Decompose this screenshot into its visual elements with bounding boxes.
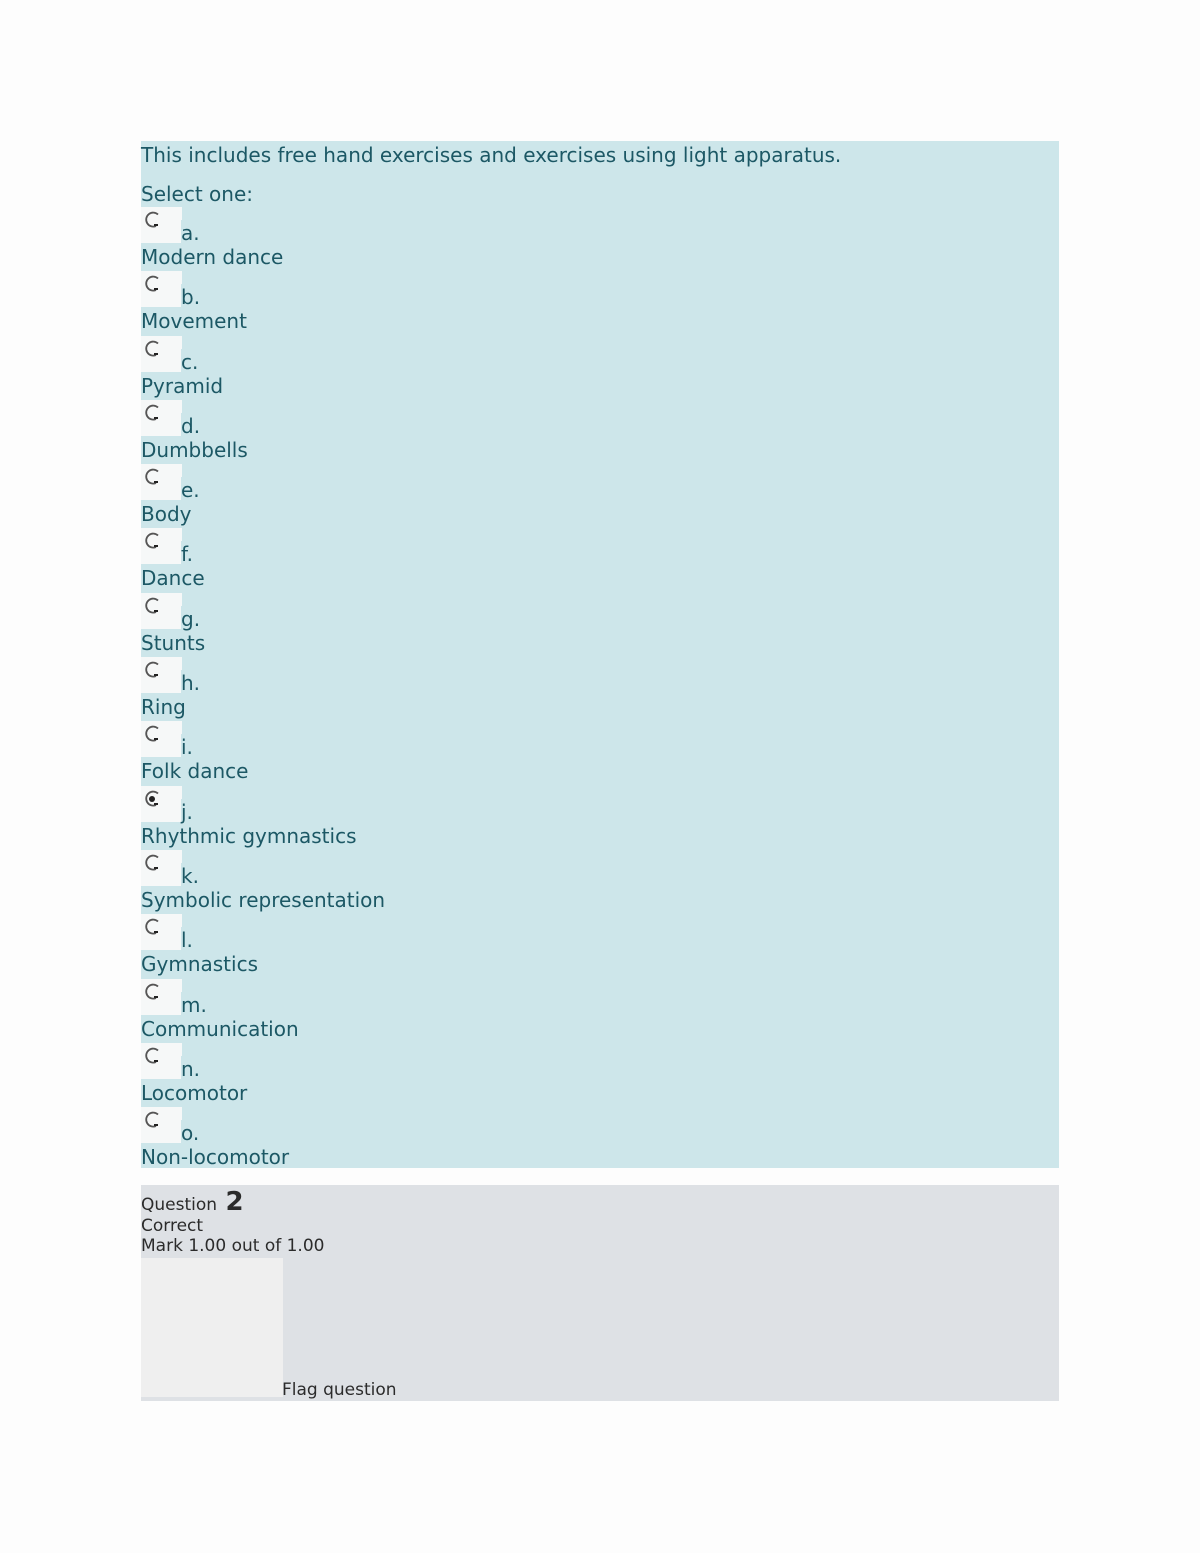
answer-option[interactable] <box>141 528 1059 592</box>
answer-list <box>141 207 1059 1171</box>
radio-unchecked-icon <box>143 467 163 487</box>
answer-radio[interactable] <box>141 400 182 436</box>
answer-label[interactable]: Symbolic representation <box>141 887 386 912</box>
radio-checked-icon <box>143 789 163 809</box>
radio-unchecked-icon <box>143 596 163 616</box>
answer-radio[interactable] <box>141 271 182 307</box>
answer-radio[interactable] <box>141 914 182 950</box>
answer-letter: h. <box>181 671 201 696</box>
answer-label[interactable]: Communication <box>141 1016 299 1041</box>
answer-option[interactable] <box>141 786 1059 850</box>
answer-letter: a. <box>181 221 200 245</box>
answer-letter: m. <box>181 992 207 1017</box>
radio-unchecked-icon <box>143 210 163 230</box>
answer-option[interactable] <box>141 464 1059 528</box>
answer-label[interactable]: Locomotor <box>141 1080 248 1105</box>
answer-option[interactable] <box>141 979 1059 1043</box>
answer-letter: f. <box>181 542 193 567</box>
answer-radio[interactable] <box>141 721 182 757</box>
answer-label[interactable]: Movement <box>141 309 247 334</box>
answer-radio[interactable] <box>141 207 182 243</box>
answer-label[interactable]: Dumbbells <box>141 437 248 462</box>
answer-letter: b. <box>181 285 201 310</box>
question-grade: Mark 1.00 out of 1.00 <box>141 1236 325 1256</box>
answer-radio[interactable] <box>141 786 182 822</box>
answer-label[interactable]: Non-locomotor <box>141 1145 290 1170</box>
answer-letter: n. <box>181 1056 201 1081</box>
question-number-label: Question <box>141 1195 218 1215</box>
answer-option[interactable] <box>141 336 1059 400</box>
radio-unchecked-icon <box>143 724 163 744</box>
radio-unchecked-icon <box>143 274 163 294</box>
radio-unchecked-icon <box>143 531 163 551</box>
answer-letter: j. <box>181 799 193 824</box>
answer-option[interactable] <box>141 721 1059 785</box>
radio-unchecked-icon <box>143 917 163 937</box>
answer-radio[interactable] <box>141 850 182 886</box>
answer-option[interactable] <box>141 1107 1059 1171</box>
answer-radio[interactable] <box>141 528 182 564</box>
answer-option[interactable] <box>141 850 1059 914</box>
answer-letter: d. <box>181 413 201 438</box>
answer-label[interactable]: Gymnastics <box>141 952 258 977</box>
question-text: This includes free hand exercises and exercises using light apparatus. <box>141 143 842 167</box>
answer-option[interactable] <box>141 914 1059 978</box>
radio-unchecked-icon <box>143 853 163 873</box>
answer-letter: c. <box>181 349 199 374</box>
answer-label[interactable]: Modern dance <box>141 245 284 269</box>
radio-unchecked-icon <box>143 982 163 1002</box>
answer-label[interactable]: Rhythmic gymnastics <box>141 823 357 848</box>
answer-letter: l. <box>181 928 193 953</box>
question-state: Correct <box>141 1216 204 1236</box>
radio-unchecked-icon <box>143 1046 163 1066</box>
answer-radio[interactable] <box>141 1107 182 1143</box>
answer-letter: e. <box>181 478 200 503</box>
answer-radio[interactable] <box>141 657 182 693</box>
question-info-panel <box>141 1185 1059 1401</box>
answer-label[interactable]: Pyramid <box>141 373 224 398</box>
answer-radio[interactable] <box>141 979 182 1015</box>
select-prompt: Select one: <box>141 182 254 206</box>
answer-radio[interactable] <box>141 593 182 629</box>
question-content <box>141 141 1059 1168</box>
radio-unchecked-icon <box>143 660 163 680</box>
answer-option[interactable] <box>141 593 1059 657</box>
answer-option[interactable] <box>141 271 1059 335</box>
answer-letter: o. <box>181 1121 200 1146</box>
answer-option[interactable] <box>141 1043 1059 1107</box>
answer-radio[interactable] <box>141 464 182 500</box>
flag-question-link[interactable]: Flag question <box>282 1380 397 1400</box>
answer-label[interactable]: Stunts <box>141 630 206 655</box>
answer-label[interactable]: Folk dance <box>141 759 249 784</box>
answer-option[interactable] <box>141 400 1059 464</box>
flag-image-placeholder <box>141 1258 283 1397</box>
answer-label[interactable]: Ring <box>141 695 186 720</box>
answer-letter: k. <box>181 863 199 888</box>
answer-option[interactable] <box>141 207 1059 271</box>
answer-label[interactable]: Dance <box>141 566 205 591</box>
radio-unchecked-icon <box>143 339 163 359</box>
radio-unchecked-icon <box>143 1110 163 1130</box>
answer-letter: g. <box>181 606 201 631</box>
question-number-value: 2 <box>225 1187 244 1217</box>
radio-unchecked-icon <box>143 403 163 423</box>
answer-radio[interactable] <box>141 1043 182 1079</box>
answer-label[interactable]: Body <box>141 502 192 527</box>
question-number <box>141 1189 244 1218</box>
answer-option[interactable] <box>141 657 1059 721</box>
answer-letter: i. <box>181 735 193 760</box>
answer-radio[interactable] <box>141 336 182 372</box>
